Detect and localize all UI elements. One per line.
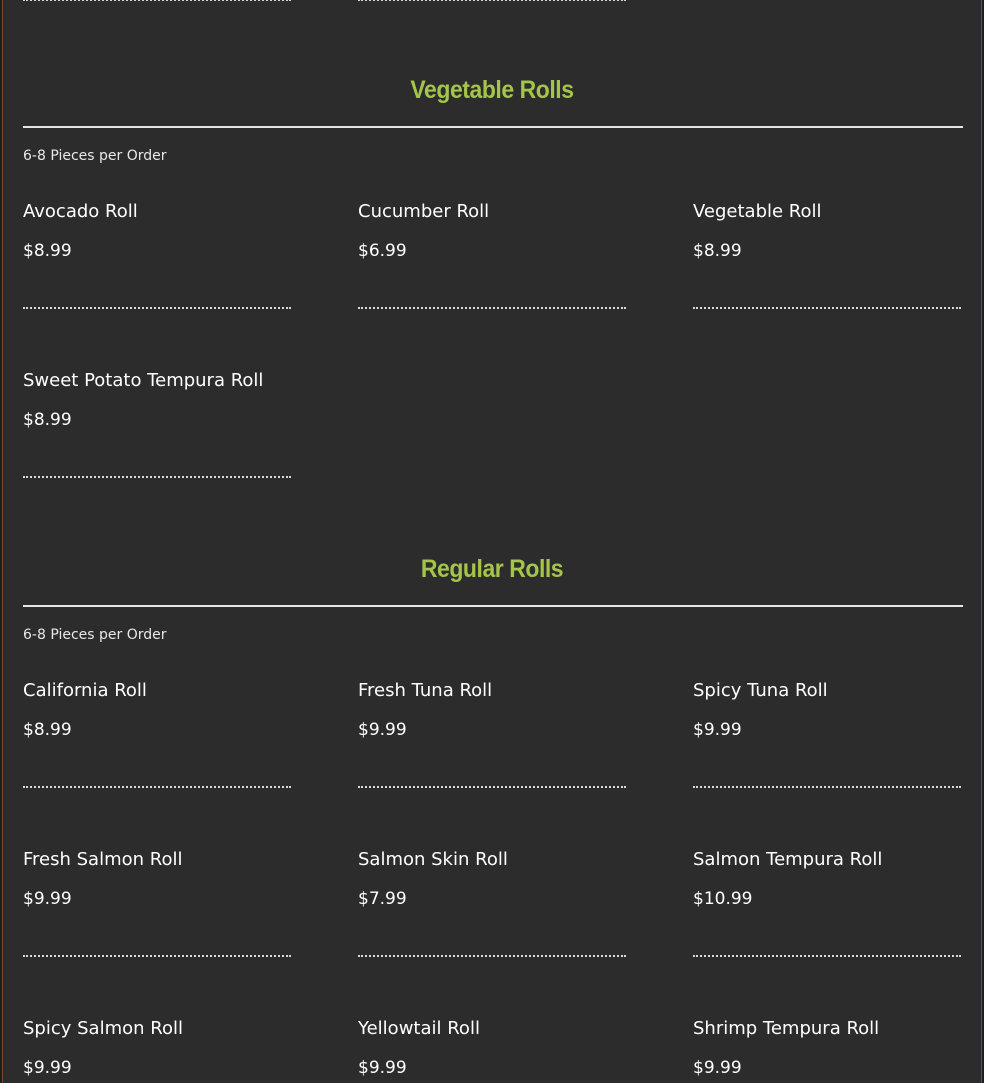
menu-item-price: $9.99 [693,720,742,740]
menu-item-price: $9.99 [358,1058,407,1078]
menu-item-name: Sweet Potato Tempura Roll [23,370,264,391]
item-separator [23,955,291,957]
menu-item-name: Fresh Salmon Roll [23,849,183,870]
item-separator [23,786,291,788]
menu-item-name: Vegetable Roll [693,201,822,222]
menu-item-price: $8.99 [23,410,72,430]
menu-item-price: $7.99 [358,889,407,909]
section-subtitle: 6-8 Pieces per Order [23,627,167,643]
section-divider [23,126,963,128]
section-subtitle: 6-8 Pieces per Order [23,148,167,164]
menu-item-price: $6.99 [358,241,407,261]
menu-item-price: $9.99 [23,1058,72,1078]
menu-item-name: Cucumber Roll [358,201,490,222]
menu-item-name: Spicy Tuna Roll [693,680,828,701]
menu-item-price: $9.99 [23,889,72,909]
item-separator [693,786,961,788]
item-separator [23,307,291,309]
section-title-vegetable-rolls: Vegetable Rolls [410,76,574,104]
menu-item-name: Salmon Skin Roll [358,849,508,870]
menu-page [2,0,982,1083]
menu-item-name: California Roll [23,680,147,701]
menu-item-price: $9.99 [358,720,407,740]
item-separator [23,0,291,1]
menu-item-price: $10.99 [693,889,753,909]
item-separator [358,786,626,788]
item-separator [693,955,961,957]
item-separator [23,476,291,478]
menu-item-name: Fresh Tuna Roll [358,680,493,701]
section-divider [23,605,963,607]
menu-item-name: Avocado Roll [23,201,138,222]
item-separator [358,955,626,957]
item-separator [693,307,961,309]
menu-item-name: Spicy Salmon Roll [23,1018,183,1039]
menu-item-price: $8.99 [23,720,72,740]
menu-item-name: Shrimp Tempura Roll [693,1018,880,1039]
menu-item-price: $8.99 [23,241,72,261]
item-separator [358,307,626,309]
item-separator [358,0,626,1]
menu-item-price: $9.99 [693,1058,742,1078]
menu-item-name: Salmon Tempura Roll [693,849,883,870]
menu-item-name: Yellowtail Roll [358,1018,480,1039]
section-title-regular-rolls: Regular Rolls [420,555,564,583]
menu-item-price: $8.99 [693,241,742,261]
